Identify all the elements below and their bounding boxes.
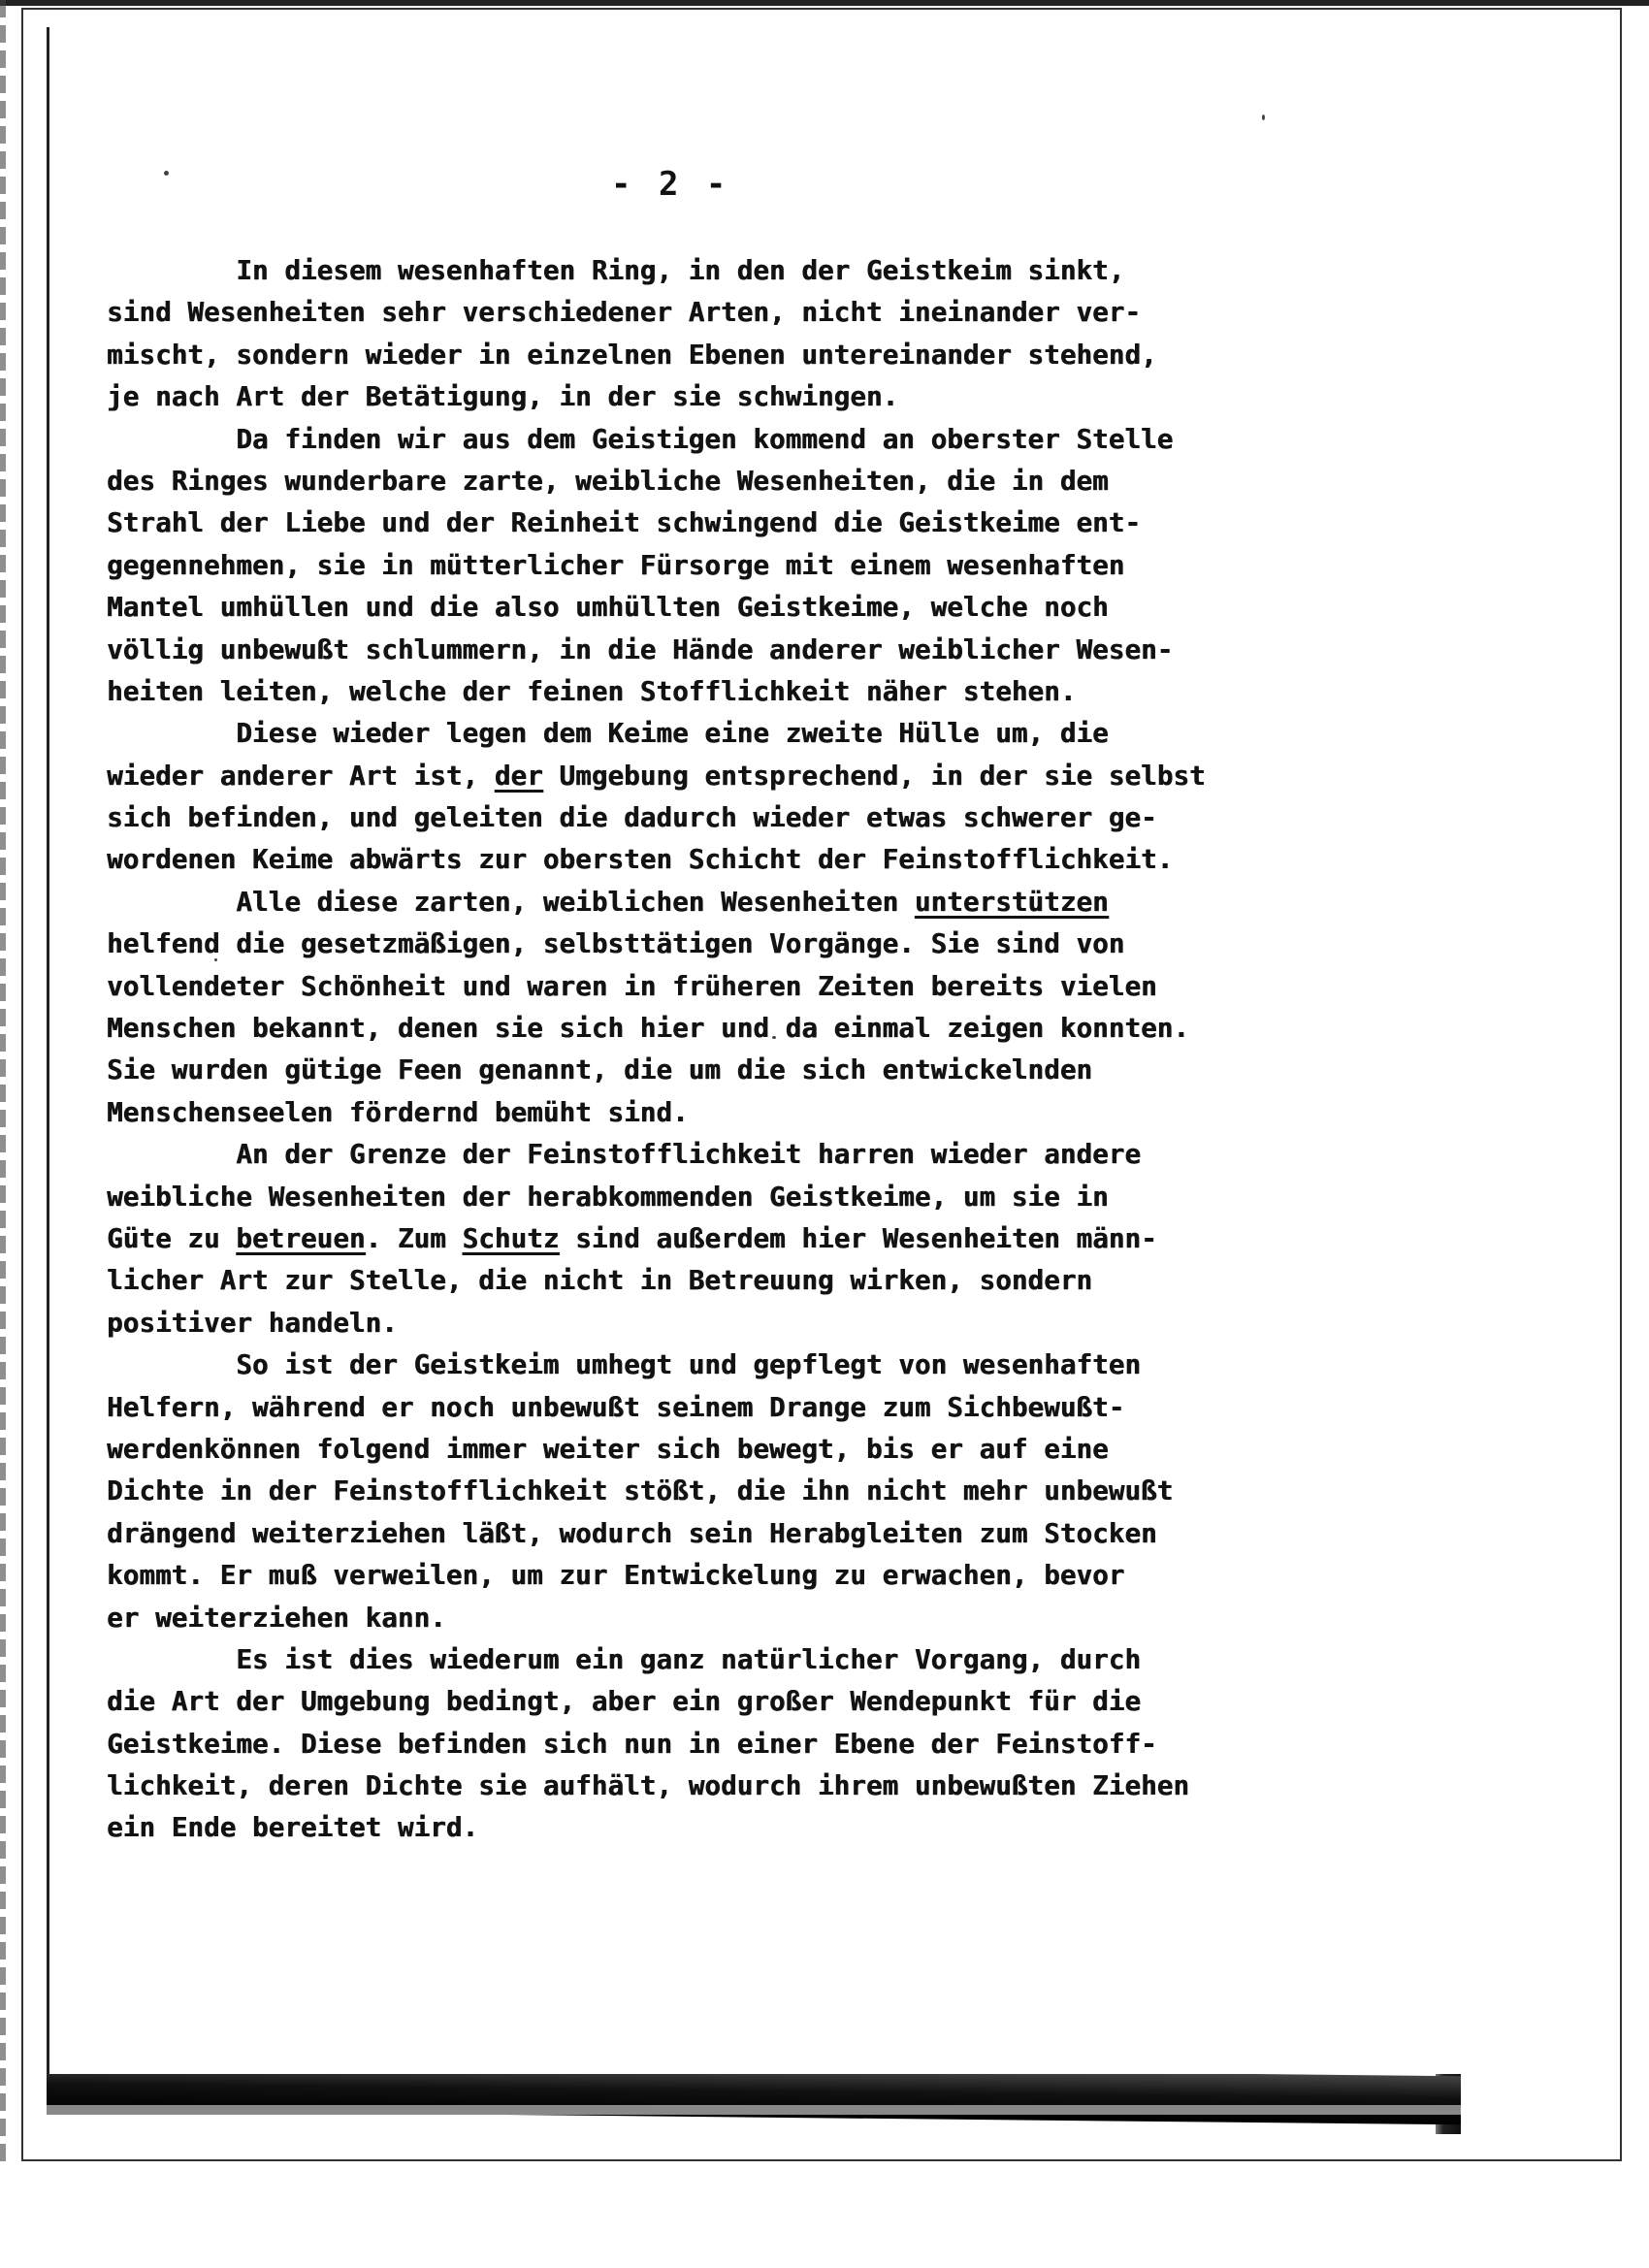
text-line: positiver handeln. (107, 1307, 398, 1339)
underlined-word: Schutz (462, 1222, 560, 1254)
text-line: sind Wesenheiten sehr verschiedener Arten, nicht ineinander ver- (107, 297, 1142, 329)
underlined-word: unterstützen (914, 886, 1109, 918)
text-line: An der Grenze der Feinstofflichkeit harren wieder andere (107, 1139, 1142, 1171)
scan-speck (164, 171, 169, 176)
text-line: Sie wurden gütige Feen genannt, die um die sich entwickelnden (107, 1054, 1093, 1086)
text-line: Geistkeime. Diese befinden sich nun in einer Ebene der Feinstoff- (107, 1728, 1157, 1760)
text-line: In diesem wesenhaften Ring, in den der Geistkeim sinkt, (107, 255, 1125, 286)
text-line: die Art der Umgebung bedingt, aber ein großer Wendepunkt für die (107, 1686, 1142, 1718)
text-line: Dichte in der Feinstofflichkeit stößt, die ihn nicht mehr unbewußt (107, 1475, 1174, 1507)
text-line: des Ringes wunderbare zarte, weibliche Wesenheiten, die in dem (107, 465, 1109, 497)
text-line: Helfern, während er noch unbewußt seinem Drange zum Sichbewußt- (107, 1391, 1125, 1423)
text-line: heiten leiten, welche der feinen Stofflichkeit näher stehen. (107, 675, 1077, 707)
text-line: drängend weiterziehen läßt, wodurch sein Herabgleiten zum Stocken (107, 1517, 1157, 1549)
text-line: werdenkönnen folgend immer weiter sich bewegt, bis er auf eine (107, 1433, 1109, 1465)
text-line: lichkeit, deren Dichte sie aufhält, wodurch ihrem unbewußten Ziehen (107, 1770, 1189, 1802)
scan-speck (1262, 114, 1265, 120)
text-line: mischt, sondern wieder in einzelnen Ebenen untereinander stehend, (107, 339, 1157, 371)
text-line: Strahl der Liebe und der Reinheit schwingend die Geistkeime ent- (107, 507, 1142, 539)
text-line: licher Art zur Stelle, die nicht in Betreuung wirken, sondern (107, 1265, 1093, 1297)
text-line: völlig unbewußt schlummern, in die Hände anderer weiblicher Wesen- (107, 633, 1174, 665)
text-line (107, 882, 1406, 923)
text-segment: Alle diese zarten, weiblichen Wesenheiten (107, 886, 915, 918)
text-line: er weiterziehen kann. (107, 1602, 446, 1634)
text-line (107, 756, 1406, 797)
text-segment: . Zum (365, 1222, 463, 1254)
text-line: Es ist dies wiederum ein ganz natürlicher Vorgang, durch (107, 1643, 1142, 1675)
text-segment: Güte zu (107, 1222, 237, 1254)
scan-left-edge (0, 0, 6, 2163)
text-line: Menschen bekannt, denen sie sich hier und da einmal zeigen konnten. (107, 1013, 1189, 1045)
text-line (107, 1218, 1406, 1260)
text-line: vollendeter Schönheit und waren in früheren Zeiten bereits vielen (107, 970, 1157, 1002)
text-segment: sind außerdem hier Wesenheiten männ- (559, 1222, 1157, 1254)
body-text (107, 250, 1406, 1850)
text-line: kommt. Er muß verweilen, um zur Entwickelung zu erwachen, bevor (107, 1560, 1125, 1592)
text-line: wordenen Keime abwärts zur obersten Schicht der Feinstofflichkeit. (107, 844, 1174, 876)
text-line: weibliche Wesenheiten der herabkommenden Geistkeime, um sie in (107, 1181, 1109, 1213)
page-number: - 2 - (611, 165, 730, 204)
text-segment: wieder anderer Art ist, (107, 760, 495, 792)
underlined-word: betreuen (236, 1222, 366, 1254)
sheet-bottom-edge (47, 2105, 1461, 2115)
underlined-word: der (494, 760, 543, 792)
text-line: Mantel umhüllen und die also umhüllten Geistkeime, welche noch (107, 592, 1109, 624)
text-line: je nach Art der Betätigung, in der sie schwingen. (107, 381, 899, 413)
text-line: gegennehmen, sie in mütterlicher Fürsorge mit einem wesenhaften (107, 549, 1125, 581)
text-line: sich befinden, und geleiten die dadurch wieder etwas schwerer ge- (107, 802, 1157, 834)
text-segment: Umgebung entsprechend, in der sie selbst (542, 760, 1206, 792)
text-line: Da finden wir aus dem Geistigen kommend an oberster Stelle (107, 423, 1174, 455)
scan-top-edge (0, 0, 1649, 6)
text-line: Diese wieder legen dem Keime eine zweite Hülle um, die (107, 718, 1109, 750)
text-line: ein Ende bereitet wird. (107, 1812, 479, 1844)
text-line: Menschenseelen fördernd bemüht sind. (107, 1096, 689, 1128)
text-line: So ist der Geistkeim umhegt und gepflegt von wesenhaften (107, 1349, 1142, 1381)
text-line: helfend die gesetzmäßigen, selbsttätigen Vorgänge. Sie sind von (107, 928, 1125, 960)
